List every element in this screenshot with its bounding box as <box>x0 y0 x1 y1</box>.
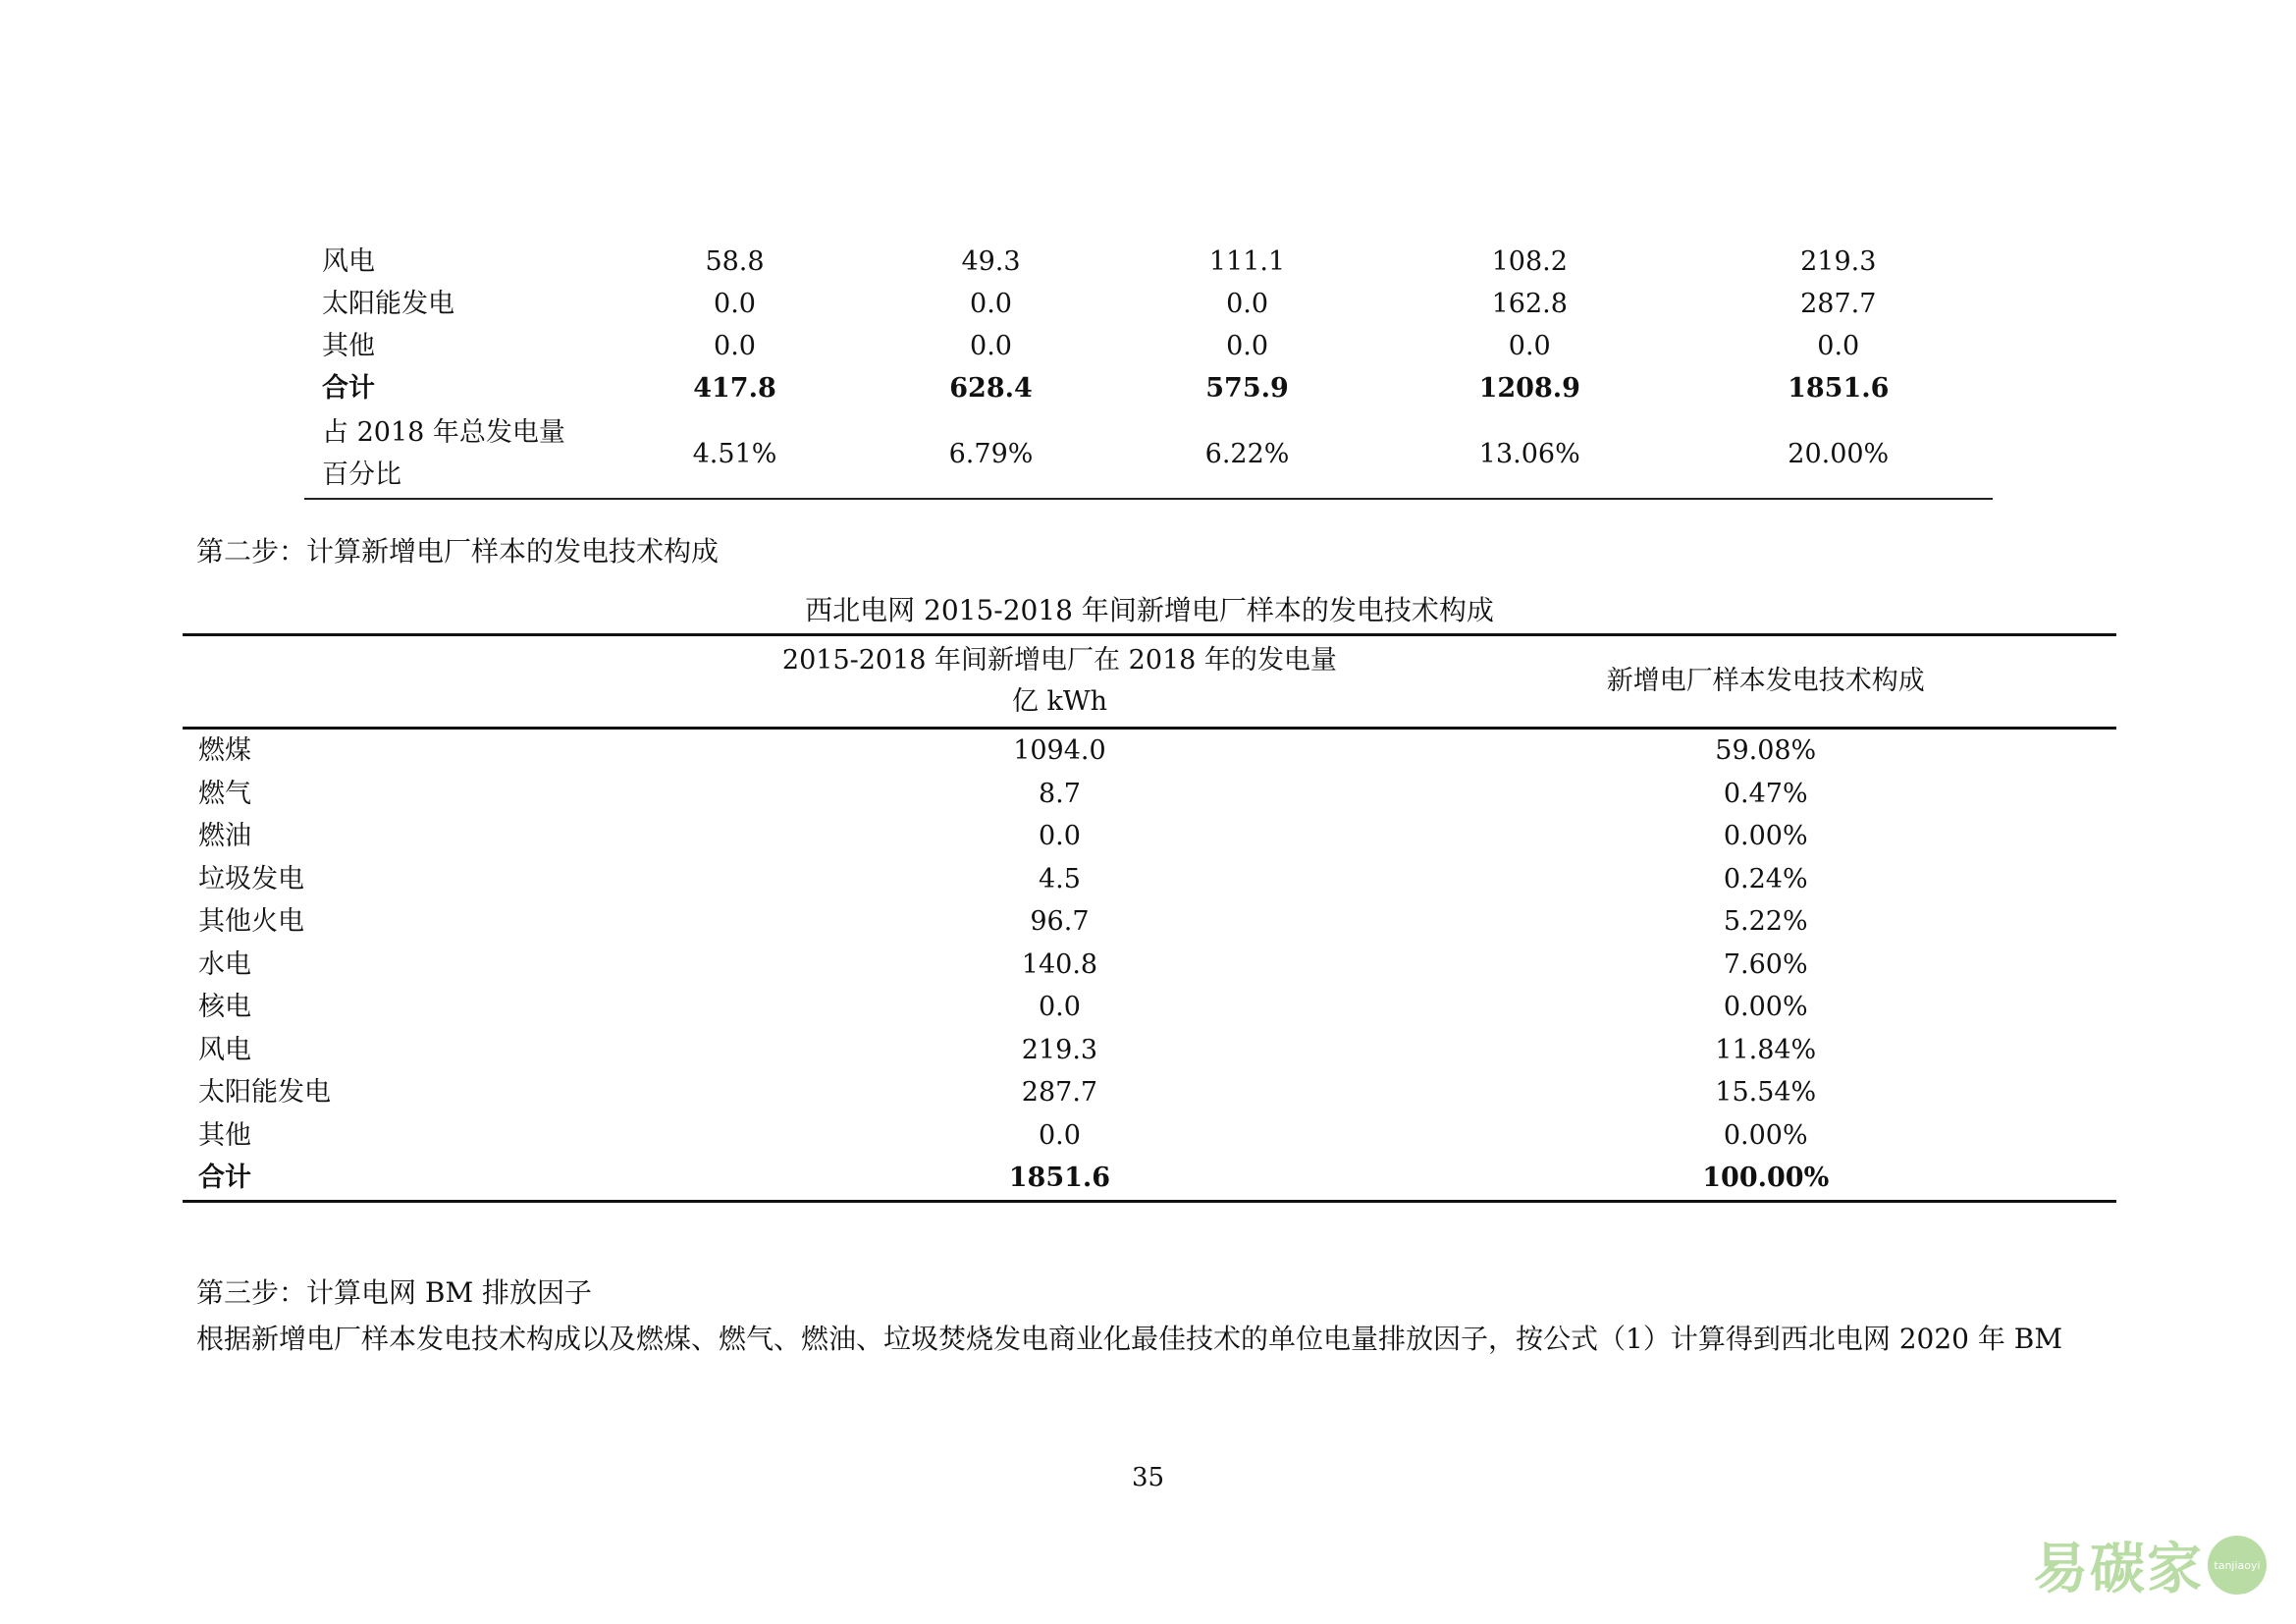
cell-value: 1851.6 <box>1788 373 1890 404</box>
cell-value: 6.79% <box>948 438 1034 469</box>
cell-value: 6.22% <box>1204 438 1290 469</box>
row-label: 太阳能发电 <box>198 1077 331 1108</box>
table-row <box>183 815 2116 858</box>
watermark-logo <box>2033 1526 2267 1604</box>
row-label: 其他火电 <box>198 906 304 937</box>
cell-value: 4.51% <box>692 438 777 469</box>
generation-value: 0.0 <box>1038 992 1081 1022</box>
row-label: 其他 <box>198 1119 251 1151</box>
cell-value: 0.0 <box>714 331 756 361</box>
cell-value: 575.9 <box>1205 373 1289 404</box>
cell-value: 0.0 <box>714 289 756 319</box>
cell-value: 108.2 <box>1491 246 1568 277</box>
generation-value: 1851.6 <box>704 1157 1415 1201</box>
generation-value: 8.7 <box>1038 778 1081 809</box>
table-row <box>183 900 2116 944</box>
cell-value: 628.4 <box>949 373 1033 404</box>
generation-continuation-table <box>304 241 1993 500</box>
generation-value: 4.5 <box>1038 863 1081 894</box>
cell-value: 0.0 <box>1817 331 1860 361</box>
cell-value: 58.8 <box>705 246 765 277</box>
share-value: 0.24% <box>1723 863 1808 894</box>
generation-value: 287.7 <box>1021 1077 1098 1108</box>
share-value: 0.00% <box>1723 1119 1808 1151</box>
cell-value: 0.0 <box>1226 289 1269 319</box>
row-label: 燃油 <box>198 821 251 851</box>
generation-value: 0.0 <box>1038 1119 1081 1151</box>
cell-value: 13.06% <box>1478 438 1580 469</box>
table-row <box>183 1114 2116 1158</box>
generation-value: 219.3 <box>1021 1034 1098 1065</box>
header-blank <box>183 635 704 729</box>
step-two-heading: 第二步：计算新增电厂样本的发电技术构成 <box>196 535 720 568</box>
table-header <box>183 635 2116 729</box>
row-label: 其他 <box>322 331 375 361</box>
header-share: 新增电厂样本发电技术构成 <box>1415 635 2117 729</box>
page-number: 35 <box>1131 1463 1165 1492</box>
table-row <box>183 858 2116 901</box>
cell-value: 49.3 <box>961 246 1021 277</box>
share-value: 100.00% <box>1415 1157 2117 1201</box>
generation-value: 140.8 <box>1021 948 1098 980</box>
cell-value: 111.1 <box>1208 246 1286 277</box>
row-label: 合计 <box>183 1157 704 1201</box>
cell-value: 0.0 <box>970 289 1012 319</box>
row-label-line1: 占 2018 年总发电量 <box>322 417 565 448</box>
total-row <box>183 1157 2116 1201</box>
header-generation-line1: 2015-2018 年间新增电厂在 2018 年的发电量 <box>781 645 1337 676</box>
cell-value: 287.7 <box>1800 289 1877 319</box>
table-row <box>183 986 2116 1029</box>
body-paragraph: 根据新增电厂样本发电技术构成以及燃煤、燃气、燃油、垃圾焚烧发电商业化最佳技术的单位电量排放因子，按公式（1）计算得到西北电网 2020 年 BM <box>196 1323 2063 1355</box>
table-row <box>304 325 1993 367</box>
row-label: 风电 <box>198 1034 251 1065</box>
table-row <box>183 773 2116 816</box>
table-row <box>304 283 1993 325</box>
table-row <box>183 729 2116 773</box>
total-row <box>304 367 1993 409</box>
watermark-badge: tanjiaoyi <box>2208 1536 2267 1595</box>
share-value: 15.54% <box>1715 1077 1817 1108</box>
row-label: 燃煤 <box>198 735 251 766</box>
share-value: 0.00% <box>1723 821 1808 851</box>
table-row <box>183 944 2116 987</box>
new-plant-composition-table <box>183 633 2116 1203</box>
table-row <box>183 1029 2116 1072</box>
cell-value: 0.0 <box>1508 331 1551 361</box>
row-label-line2: 百分比 <box>322 460 401 490</box>
header-generation-unit: 亿 kWh <box>1011 686 1107 717</box>
row-label: 核电 <box>198 992 251 1022</box>
share-value: 59.08% <box>1715 735 1817 766</box>
share-value: 11.84% <box>1715 1034 1817 1065</box>
share-value: 5.22% <box>1723 906 1808 937</box>
cell-value: 417.8 <box>693 373 776 404</box>
share-value: 0.00% <box>1723 992 1808 1022</box>
generation-value: 96.7 <box>1030 906 1090 937</box>
watermark-text: 易碳家 <box>2033 1538 2204 1601</box>
share-value: 0.47% <box>1723 778 1808 809</box>
row-label: 垃圾发电 <box>198 863 304 894</box>
table-caption: 西北电网 2015-2018 年间新增电厂样本的发电技术构成 <box>805 594 1494 626</box>
cell-value: 0.0 <box>1226 331 1269 361</box>
table-row <box>304 241 1993 283</box>
cell-value: 20.00% <box>1788 438 1890 469</box>
row-label: 水电 <box>198 948 251 980</box>
header-generation <box>704 635 1415 729</box>
share-value: 7.60% <box>1723 948 1808 980</box>
row-label: 风电 <box>322 246 375 277</box>
row-label: 合计 <box>322 373 375 404</box>
row-label: 燃气 <box>198 778 251 809</box>
row-label <box>304 409 607 499</box>
generation-value: 1094.0 <box>1013 735 1106 766</box>
percent-row <box>304 409 1993 499</box>
row-label: 太阳能发电 <box>322 289 454 319</box>
step-three-heading: 第三步：计算电网 BM 排放因子 <box>196 1276 593 1309</box>
cell-value: 162.8 <box>1491 289 1568 319</box>
cell-value: 1208.9 <box>1478 373 1580 404</box>
generation-value: 0.0 <box>1038 821 1081 851</box>
cell-value: 219.3 <box>1800 246 1877 277</box>
cell-value: 0.0 <box>970 331 1012 361</box>
table-row <box>183 1071 2116 1114</box>
